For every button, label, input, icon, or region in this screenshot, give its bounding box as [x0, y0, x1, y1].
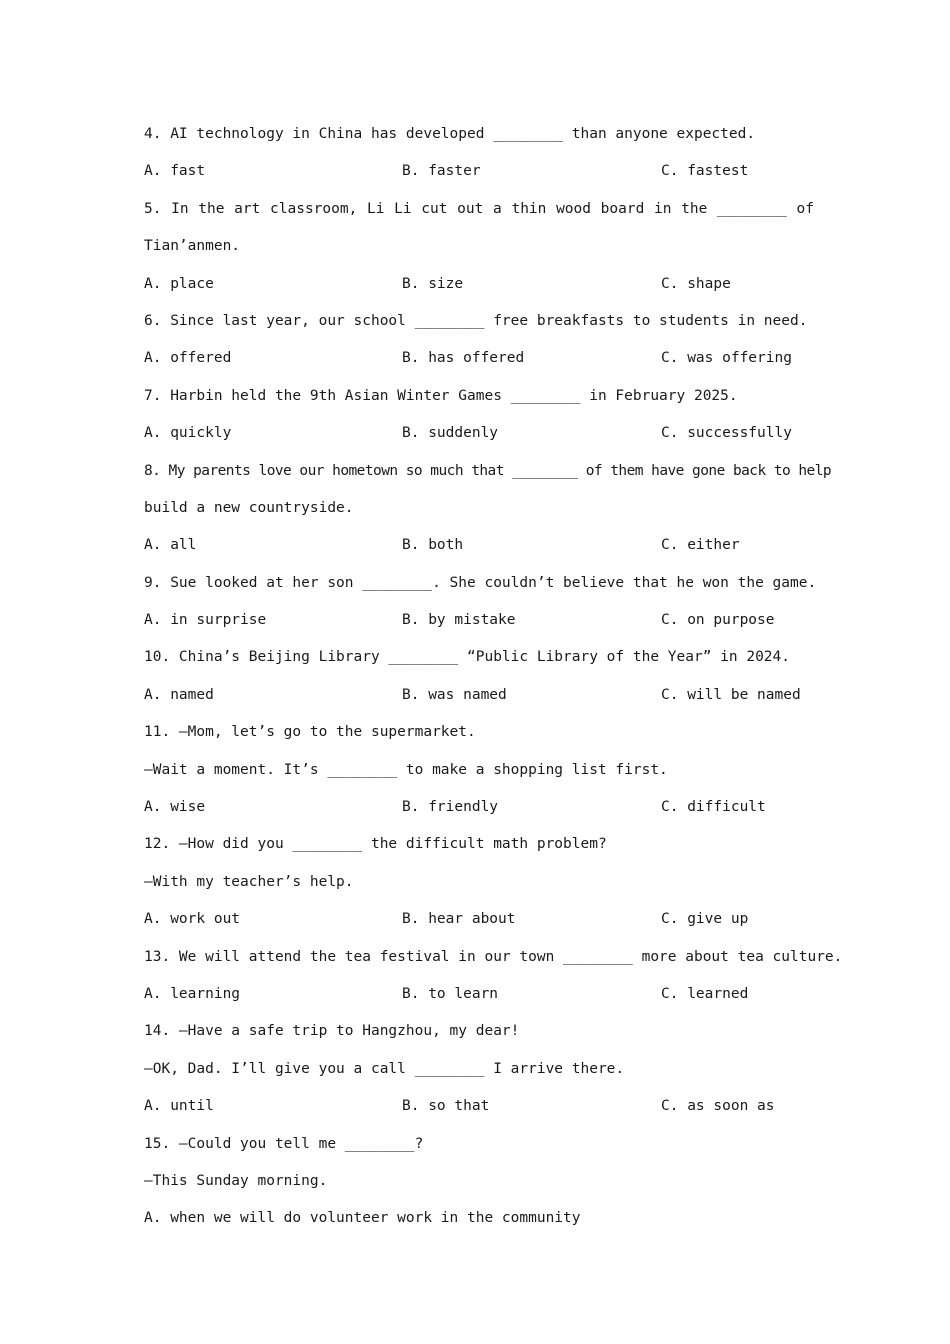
- option-row: [144, 527, 814, 564]
- option-row: [144, 153, 814, 190]
- question-stem-continued: Tian’anmen.: [144, 238, 241, 255]
- option-c: C. give up: [661, 911, 749, 928]
- option-b: B. was named: [402, 686, 507, 703]
- option-a: A. quickly: [144, 425, 232, 442]
- option-c: C. learned: [661, 985, 749, 1002]
- option-row: [144, 1088, 814, 1125]
- question-stem-continued: —This Sunday morning.: [144, 1172, 328, 1189]
- option-c: C. was offering: [661, 350, 792, 367]
- question-stem: 6. Since last year, our school ________ free breakfasts to students in need.: [144, 312, 808, 329]
- option-b: B. so that: [402, 1098, 490, 1115]
- question-stem: 13. We will attend the tea festival in our town ________ more about tea culture.: [144, 948, 843, 965]
- option-a: A. learning: [144, 985, 241, 1002]
- option-b: B. hear about: [402, 911, 516, 928]
- question-stem-continued: —OK, Dad. I’ll give you a call ________ I arrive there.: [144, 1060, 625, 1077]
- option-row: [144, 415, 814, 452]
- question-stem: 7. Harbin held the 9th Asian Winter Games ________ in February 2025.: [144, 387, 738, 404]
- option-a: A. place: [144, 275, 214, 292]
- option-a: A. wise: [144, 799, 206, 816]
- question-stem: 10. China’s Beijing Library ________ “Public Library of the Year” in 2024.: [144, 649, 791, 666]
- option-c: C. shape: [661, 275, 731, 292]
- option-b: B. size: [402, 275, 464, 292]
- option-c: C. successfully: [661, 425, 792, 442]
- question-stem-continued: build a new countryside.: [144, 499, 354, 516]
- option-a: A. all: [144, 537, 197, 554]
- option-row: [144, 677, 814, 714]
- option-b: B. both: [402, 537, 464, 554]
- question-stem: 11. —Mom, let’s go to the supermarket.: [144, 724, 476, 741]
- option-c: C. on purpose: [661, 612, 775, 629]
- option-a: A. offered: [144, 350, 232, 367]
- option-a: A. in surprise: [144, 612, 267, 629]
- option-c: C. difficult: [661, 799, 766, 816]
- option-a: A. until: [144, 1098, 214, 1115]
- option-b: B. to learn: [402, 985, 499, 1002]
- option-row: [144, 789, 814, 826]
- option-a: A. named: [144, 686, 214, 703]
- option-row: [144, 602, 814, 639]
- question-stem: 14. —Have a safe trip to Hangzhou, my dear!: [144, 1023, 520, 1040]
- option-c: C. as soon as: [661, 1098, 775, 1115]
- question-stem: 5. In the art classroom, Li Li cut out a thin wood board in the ________ of: [144, 200, 814, 217]
- option-row: [144, 901, 814, 938]
- option-a: A. work out: [144, 911, 241, 928]
- option-b: B. suddenly: [402, 425, 499, 442]
- question-stem: 8. My parents love our hometown so much that ________ of them have gone back to help: [144, 462, 832, 479]
- option-b: B. friendly: [402, 799, 499, 816]
- question-stem: 9. Sue looked at her son ________. She couldn’t believe that he won the game.: [144, 574, 817, 591]
- question-stem: 12. —How did you ________ the difficult math problem?: [144, 836, 607, 853]
- option-row: [144, 340, 814, 377]
- option-row: [144, 266, 814, 303]
- option-row: [144, 976, 814, 1013]
- question-stem-continued: —Wait a moment. It’s ________ to make a shopping list first.: [144, 761, 668, 778]
- option-b: B. has offered: [402, 350, 525, 367]
- option-c: C. will be named: [661, 686, 801, 703]
- option-c: C. fastest: [661, 163, 749, 180]
- option-b: B. faster: [402, 163, 481, 180]
- question-stem-continued: —With my teacher’s help.: [144, 873, 354, 890]
- option-a: A. when we will do volunteer work in the community: [144, 1210, 581, 1227]
- option-b: B. by mistake: [402, 612, 516, 629]
- question-stem: 15. —Could you tell me ________?: [144, 1135, 424, 1152]
- option-a: A. fast: [144, 163, 206, 180]
- question-stem: 4. AI technology in China has developed ________ than anyone expected.: [144, 126, 756, 142]
- option-c: C. either: [661, 537, 740, 554]
- exam-page: [144, 116, 843, 1238]
